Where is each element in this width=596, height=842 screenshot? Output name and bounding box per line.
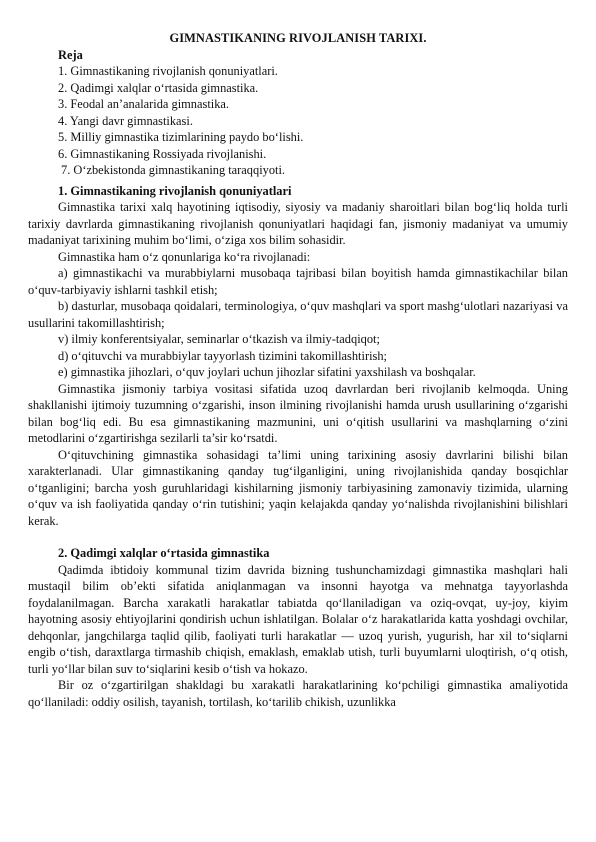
section-1-list-item: v) ilmiy konferentsiyalar, seminarlar o‘tkazish va ilmiy-tadqiqot;	[58, 332, 380, 346]
section-1-list-item: d) o‘qituvchi va murabbiylar tayyorlash tizimini takomillashtirish;	[58, 348, 387, 363]
plan-item: 4. Yangi davr gimnastikasi.	[58, 113, 193, 128]
document-title: GIMNASTIKANING RIVOJLANISH TARIXI.	[169, 31, 427, 45]
plan-item: 5. Milliy gimnastika tizimlarining paydo bo‘lishi.	[58, 130, 304, 144]
section-1-lead: Gimnastika ham o‘z qonunlariga ko‘ra rivojlanadi:	[58, 249, 311, 264]
section-1-list-item: e) gimnastika jihozlari, o‘quv joylari uchun jihozlar sifatini yaxshilash va boshqalar.	[58, 365, 476, 379]
section-1-paragraph: O‘qituvchining gimnastika sohasidagi ta’limi uning tarixining asosiy davrlarini bilishi bilan xarakterlanadi. Ular gimnastikaning qanday tug‘ilganligini, uning rivojlanishida qanday bosqichlar o‘tganligini; barcha yosh guruhlaridagi kishilarning jismoniy tarbiyasining zamonaviy tizimida, ularning o‘quv va ish faoliyatida qanday o‘rin tutishini; yaqin kelajakda qanday yo‘nalishda rivojlanishini bilishlari kerak.	[28, 447, 568, 528]
section-1-intro: Gimnastika tarixi xalq hayotining iqtisodiy, siyosiy va madaniy sharoitlari bilan bog‘liq holda turli tarixiy davrlarda gimnastikaning rivojlanish qonuniyatlari haqidagi fan, jismoniy madaniyat va umumiy madaniyat tarixining muhim bo‘limi, o‘ziga xos bilim sohasidir.	[28, 200, 568, 247]
section-1-list-item: b) dasturlar, musobaqa qoidalari, terminologiya, o‘quv mashqlari va sport mashg‘ulotlari nazariyasi va usullarini takomillashtirish;	[28, 299, 568, 330]
plan-heading: Reja	[58, 47, 83, 62]
section-1-list-item: a) gimnastikachi va murabbiylarni musobaqa tajribasi bilan boyitish hamda gimnastikachilar bilan o‘quv-tarbiyaviy ishlarni tashkil etish;	[28, 266, 568, 297]
section-2-paragraph: Bir oz o‘zgartirilgan shakldagi bu xarakatli harakatlarining ko‘pchiligi gimnastika amaliyotida qo‘llaniladi: oddiy osilish, tayanish, tortilash, ko‘tarilib chikish, uzunlikka	[28, 678, 568, 709]
plan-item: 6. Gimnastikaning Rossiyada rivojlanishi.	[58, 146, 267, 161]
plan-list	[28, 63, 568, 179]
plan-item: 1. Gimnastikaning rivojlanish qonuniyatlari.	[58, 64, 278, 78]
section-2-heading: 2. Qadimgi xalqlar o‘rtasida gimnastika	[58, 546, 270, 560]
section-2-paragraph: Qadimda ibtidoiy kommunal tizim davrida bizning tushunchamizdagi gimnastika mashqlari hali mustaqil bilim ob’ekti sifatida aniqlanmagan va insonni hayotga va mehnatga tayyorlashda foydalanilmagan. Barcha xarakatli harakatlar tabiatda qo‘llaniladigan va oziq-ovqat, uy-joy, kiyim hayotning asosiy ehtiyojlarini qondirish uchun ishlatilgan. Bolalar o‘z harakatlarida katta yoshdagi ovchilar, dehqonlar, jangchilarga taqlid qilib, faoliyati turli harakatlar — uzoq yurish, yugurish, har xil to‘siqlarni engib o‘tish, daraxtlarga tirmashib chiqish, emaklash, emaklab utish, turli buyumlarni uloqtirish, o‘q otish, turli yo‘llar bilan suv to‘siqlarini kesib o‘tish va hokazo.	[28, 562, 568, 676]
plan-item: 2. Qadimgi xalqlar o‘rtasida gimnastika.	[58, 80, 259, 95]
section-1-paragraph: Gimnastika jismoniy tarbiya vositasi sifatida uzoq davrlardan beri rivojlanib kelmoqda. Uning shakllanishi ijtimoiy tuzumning o‘zgarishi, inson ilmining rivojlanishi hamda urush usullarining o‘zgarishi bilan bog‘liq edi. Bu esa gimnastikaning mazmunini, uni o‘qitish usullarini va mashqlarning o‘zini metodlarini o‘zgartirishga sezilarli ta’sir ko‘rsatdi.	[28, 381, 568, 445]
plan-item: 3. Feodal an’analarida gimnastika.	[58, 97, 230, 111]
section-1-heading: 1. Gimnastikaning rivojlanish qonuniyatlari	[58, 183, 292, 198]
plan-item: 7. O‘zbekistonda gimnastikaning taraqqiyoti.	[61, 163, 286, 177]
